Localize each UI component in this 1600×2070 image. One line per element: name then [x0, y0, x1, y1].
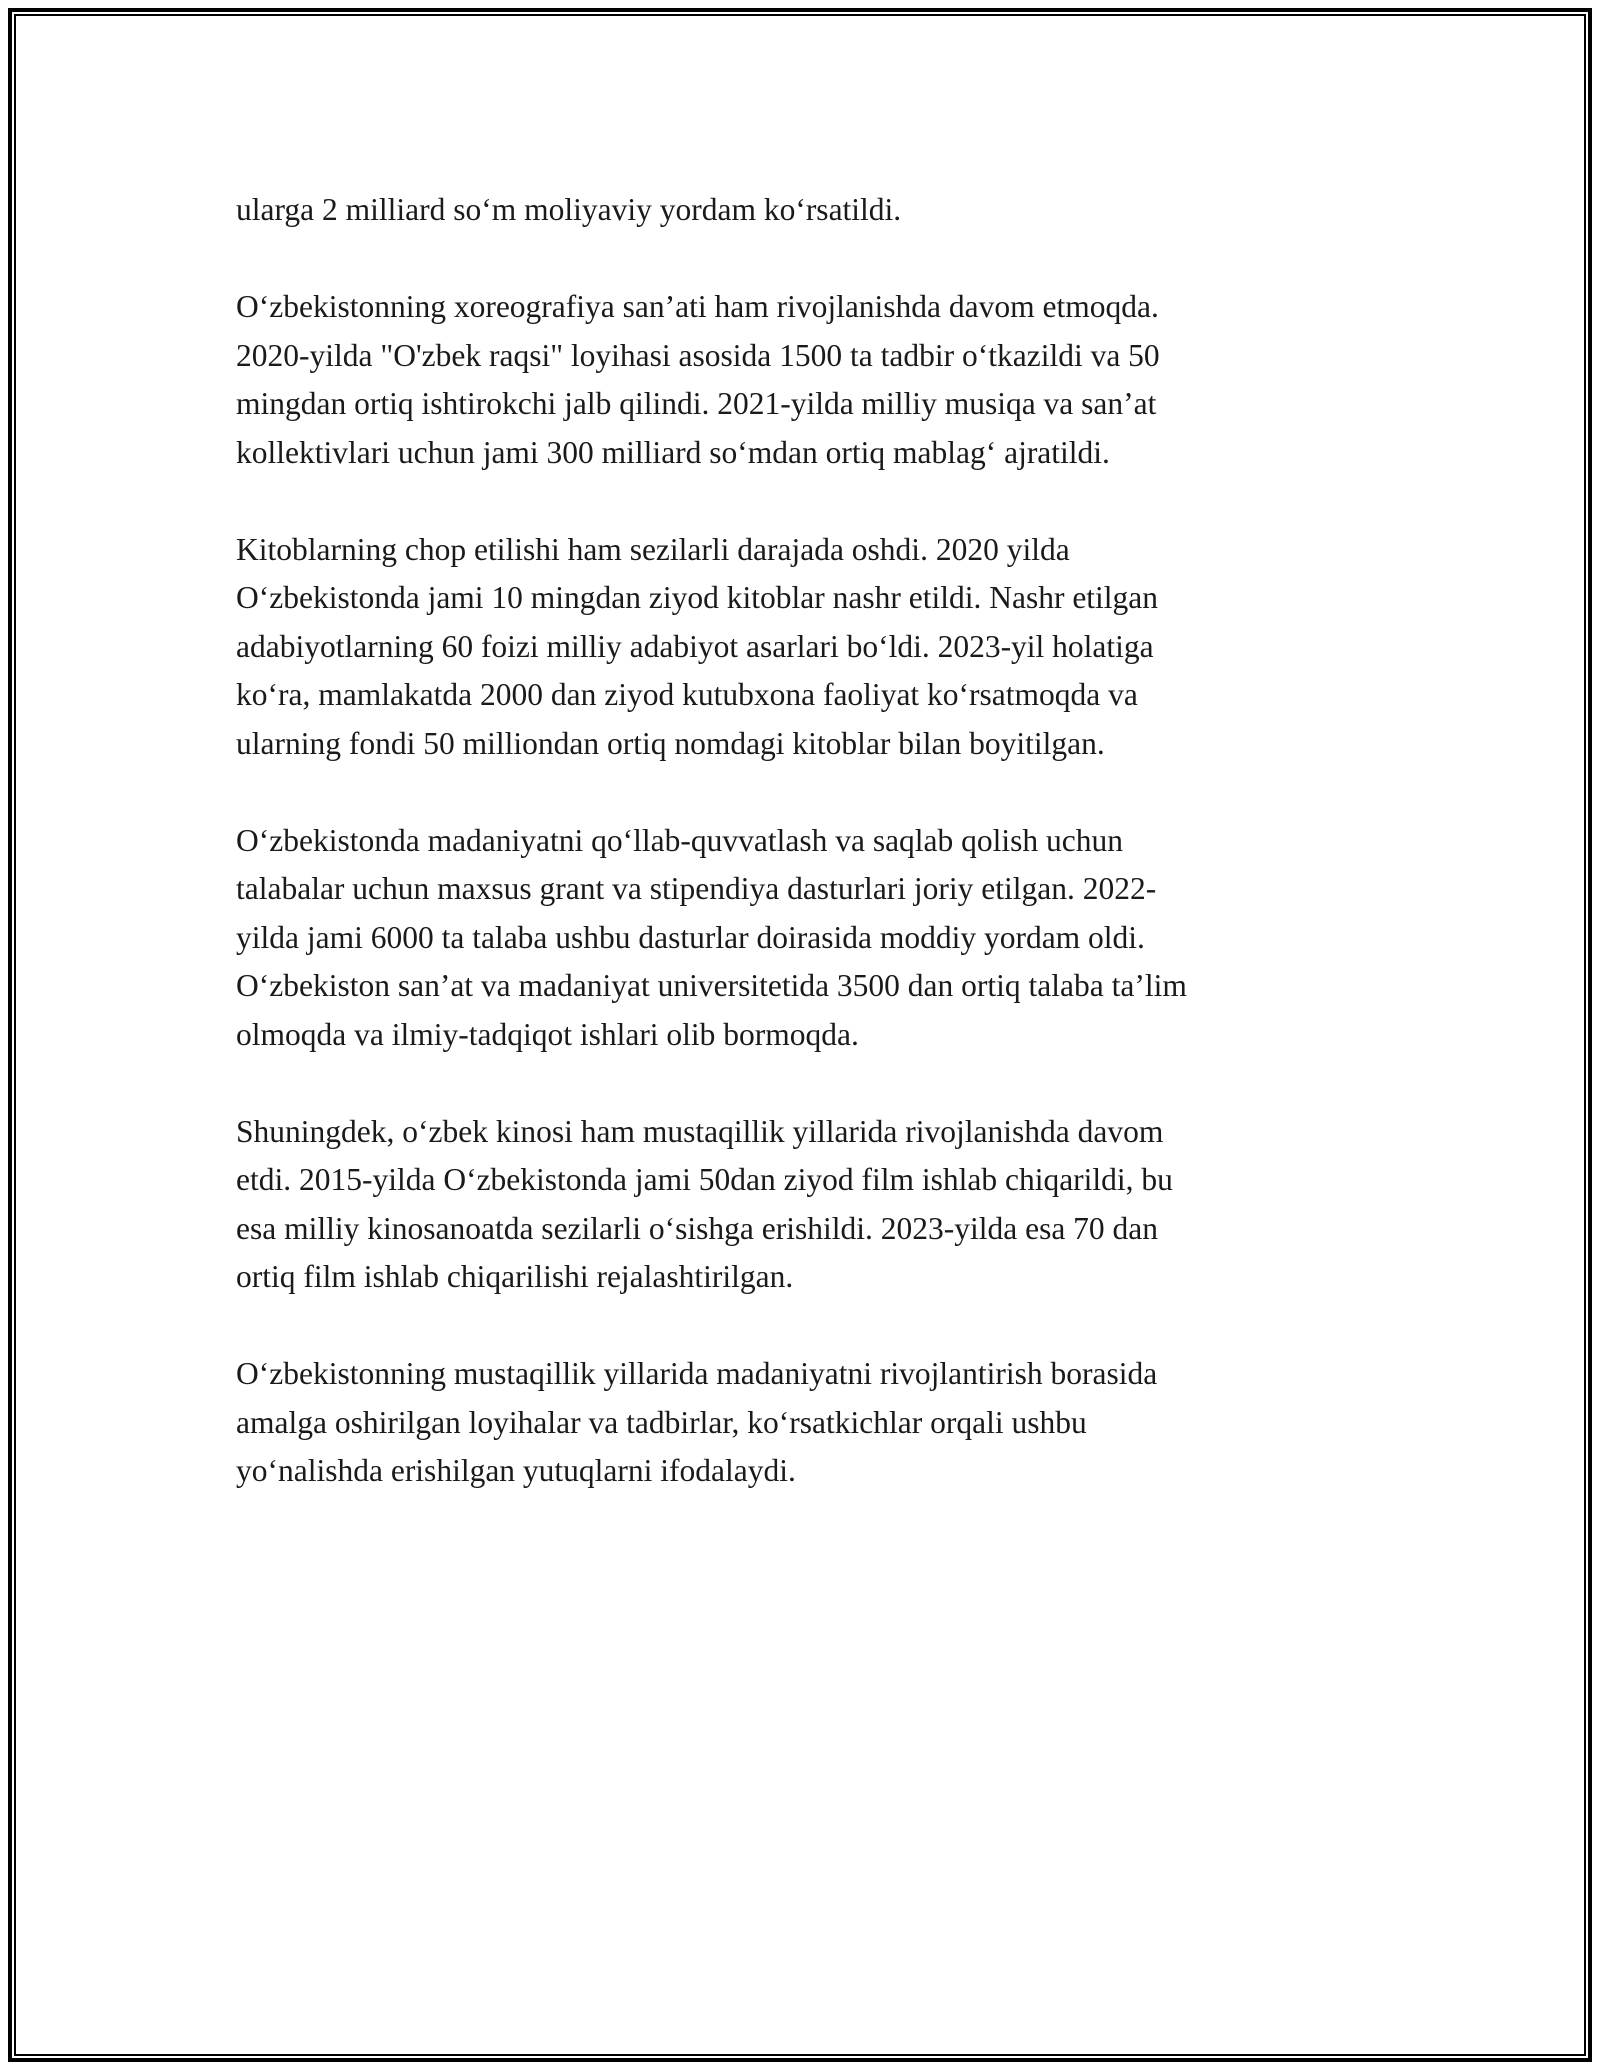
paragraph-choreography: O‘zbekistonning xoreografiya san’ati ham rivojlanishda davom etmoqda. 2020-yilda "O'zbek raqsi" loyihasi asosida 1500 ta tadbir o‘tkazildi va 50 mingdan ortiq ishtirokchi jalb qilindi. 2021-yilda milliy musiqa va san’at kollektivlari uchun jami 300 milliard so‘mdan ortiq mablag‘ ajratildi. — [236, 289, 1160, 470]
paragraph-book-publishing: Kitoblarning chop etilishi ham sezilarli darajada oshdi. 2020 yilda O‘zbekistonda jami 10 mingdan ziyod kitoblar nashr etildi. Nashr etilgan adabiyotlarning 60 foizi milliy adabiyot asarlari bo‘ldi. 2023-yil holatiga ko‘ra, mamlakatda 2000 dan ziyod kutubxona faoliyat ko‘rsatmoqda va ularning fondi 50 milliondan ortiq nomdagi kitoblar bilan boyitilgan. — [236, 531, 1159, 761]
paragraph-conclusion: O‘zbekistonning mustaqillik yillarida madaniyatni rivojlantirish borasida amalga oshirilgan loyihalar va tadbirlar, ko‘rsatkichlar orqali ushbu yo‘nalishda erishilgan yutuqlarni ifodalaydi. — [236, 1356, 1158, 1488]
document-body — [236, 186, 1366, 1544]
paragraph-student-grants: O‘zbekistonda madaniyatni qo‘llab-quvvatlash va saqlab qolish uchun talabalar uchun maxsus grant va stipendiya dasturlari joriy etilgan. 2022- yilda jami 6000 ta talaba ushbu dasturlar doirasida moddiy yordam oldi. O‘zbekiston san’at va madaniyat universitetida 3500 dan ortiq talaba ta’lim olmoqda va ilmiy-tadqiqot ishlari olib bormoqda. — [236, 822, 1187, 1052]
paragraph-cinema: Shuningdek, o‘zbek kinosi ham mustaqillik yillarida rivojlanishda davom etdi. 2015-yilda O‘zbekistonda jami 50dan ziyod film ishlab chiqarildi, bu esa milliy kinosanoatda sezilarli o‘sishga erishildi. 2023-yilda esa 70 dan ortiq film ishlab chiqarilishi rejalashtirilgan. — [236, 1113, 1173, 1294]
paragraph-financial-aid: ularga 2 milliard so‘m moliyaviy yordam ko‘rsatildi. — [236, 192, 902, 227]
